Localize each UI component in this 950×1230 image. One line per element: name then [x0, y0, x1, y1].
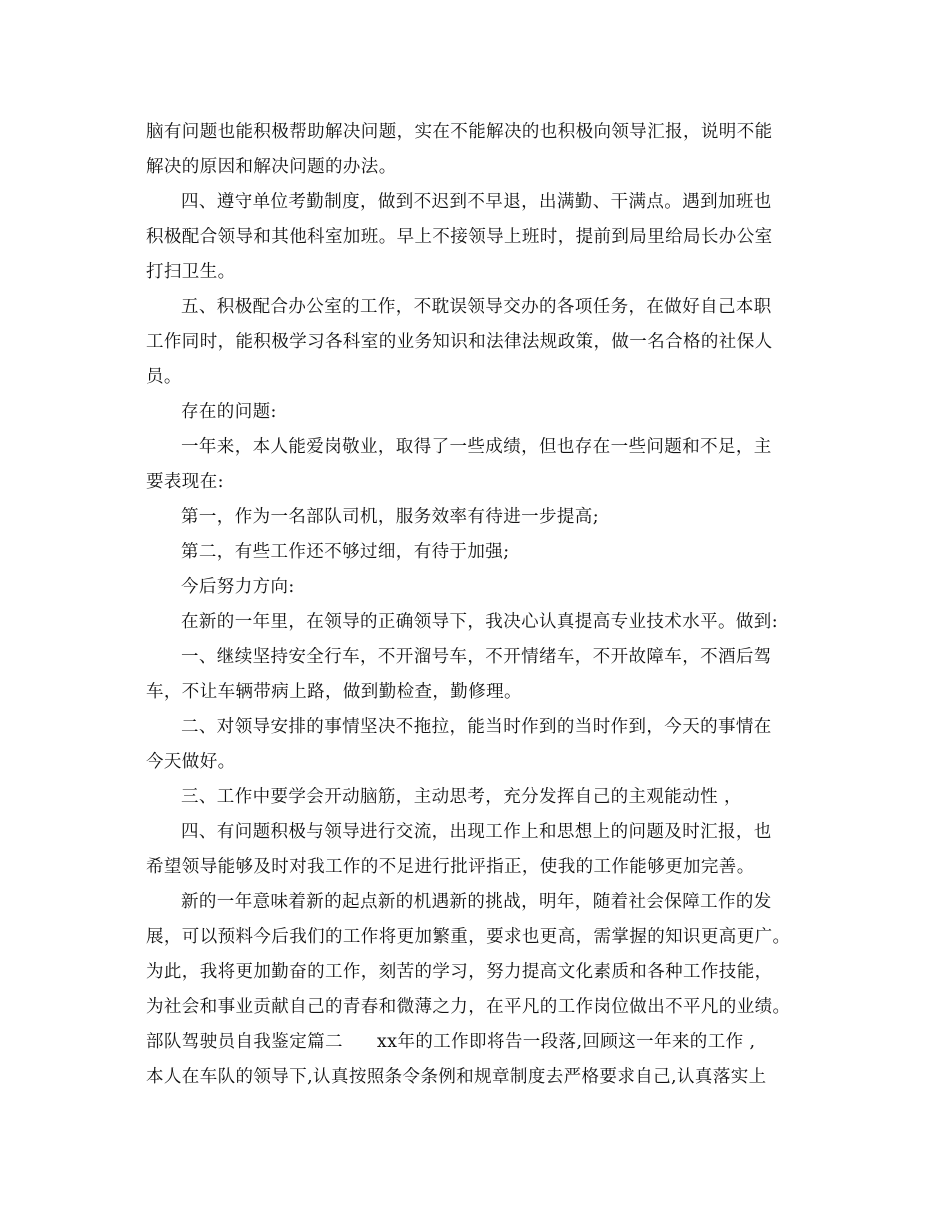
text-line: 要表现在: [146, 472, 224, 492]
text-line: 积极配合领导和其他科室加班。早上不接领导上班时，提前到局里给局长办公室 [146, 227, 773, 247]
text-line: 在新的一年里，在领导的正确领导下，我决心认真提高专业技术水平。做到: [181, 612, 778, 632]
text-line: 脑有问题也能积极帮助解决问题，实在不能解决的也积极向领导汇报，说明不能 [146, 122, 773, 142]
article-title: 部队驾驶员自我鉴定篇二 [146, 1032, 343, 1052]
text-line: 一年来，本人能爱岗敬业，取得了一些成绩，但也存在一些问题和不足，主 [181, 437, 772, 457]
text-line: 希望领导能够及时对我工作的不足进行批评指正，使我的工作能够更加完善。 [146, 857, 755, 877]
text-line: 新的一年意味着新的起点新的机遇新的挑战，明年，随着社会保障工作的发 [181, 892, 772, 912]
text-line: 二、对领导安排的事情坚决不拖拉，能当时作到的当时作到，今天的事情在 [181, 717, 772, 737]
text-line: 车，不让车辆带病上路，做到勤检查，勤修理。 [146, 682, 522, 702]
text-line: 员。 [146, 367, 182, 387]
heading-line [146, 1025, 755, 1059]
text-line: 第二，有些工作还不够过细，有待于加强; [181, 542, 510, 562]
text-line: 三、工作中要学会开动脑筋，主动思考，充分发挥自己的主观能动性 ， [181, 787, 742, 807]
text-line: 四、遵守单位考勤制度，做到不迟到不早退，出满勤、干满点。遇到加班也 [181, 192, 772, 212]
text-line: 第一，作为一名部队司机，服务效率有待进一步提高; [181, 507, 599, 527]
text-line: 五、积极配合办公室的工作，不耽误领导交办的各项任务，在做好自己本职 [181, 297, 772, 317]
text-line: 今天做好。 [146, 752, 236, 772]
section-heading: 今后努力方向: [181, 577, 295, 597]
text-line: 解决的原因和解决问题的办法。 [146, 157, 397, 177]
text-line: 工作同时，能积极学习各科室的业务知识和法律法规政策，做一名合格的社保人 [146, 332, 773, 352]
text-line: 为此，我将更加勤奋的工作，刻苦的学习，努力提高文化素质和各种工作技能， [146, 962, 773, 982]
section-heading: 存在的问题: [181, 402, 277, 422]
text-line: 一、继续坚持安全行车，不开溜号车，不开情绪车，不开故障车，不酒后驾 [181, 647, 772, 667]
text-line: 四、有问题积极与领导进行交流，出现工作上和思想上的问题及时汇报，也 [181, 822, 772, 842]
text-line: 打扫卫生。 [146, 262, 236, 282]
text-line: 本人在车队的领导下,认真按照条令条例和规章制度去严格要求自己,认真落实上 [146, 1067, 767, 1087]
text-line: 展，可以预料今后我们的工作将更加繁重，要求也更高，需掌握的知识更高更广。 [146, 927, 791, 947]
text-line: 为社会和事业贡献自己的青春和微薄之力，在平凡的工作岗位做出不平凡的业绩。 [146, 997, 791, 1017]
article-intro: xx年的工作即将告一段落,回顾这一年来的工作 , [376, 1032, 756, 1052]
